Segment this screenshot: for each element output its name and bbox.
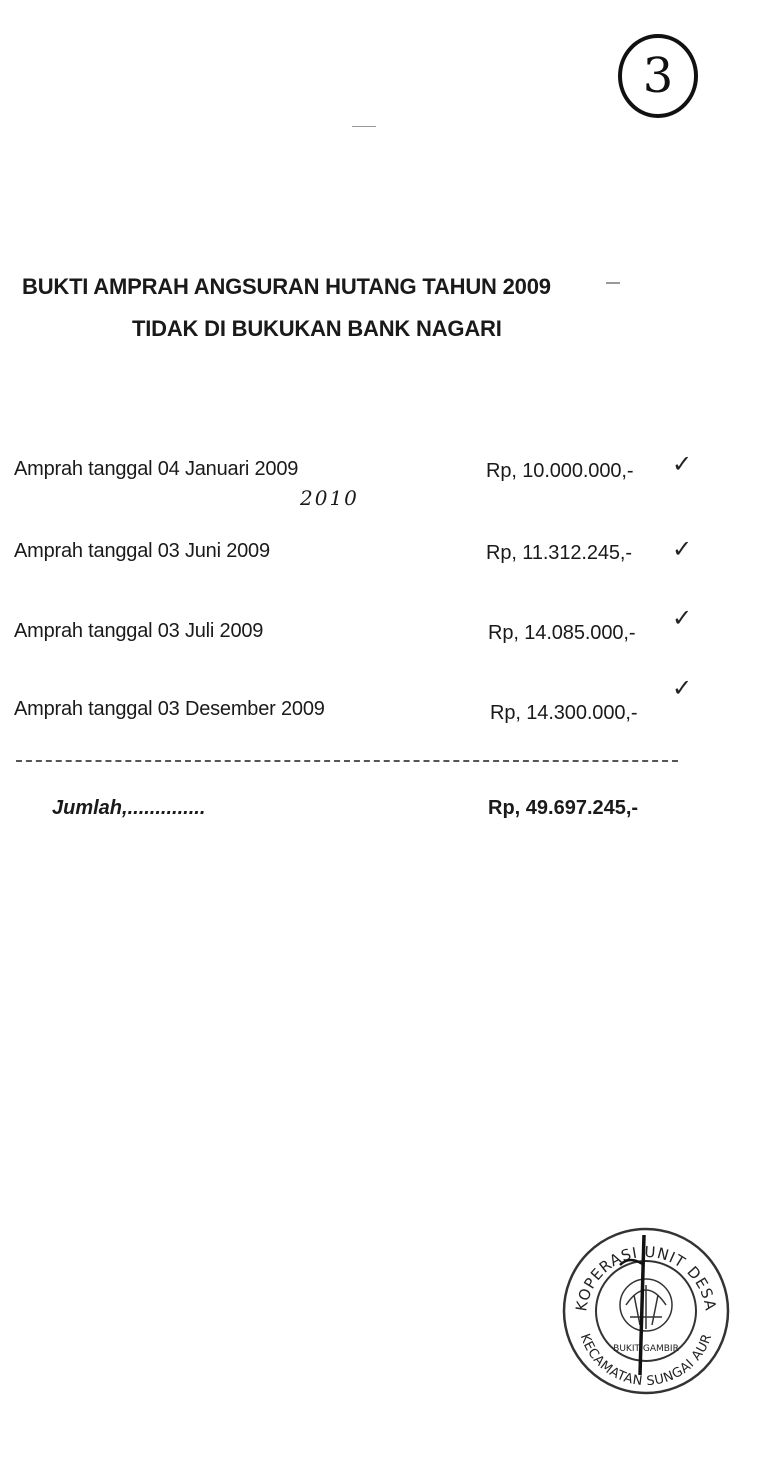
check-mark-icon: ✓ [672, 450, 693, 478]
divider-line [16, 760, 678, 762]
handwritten-correction: 2010 [300, 486, 359, 510]
check-mark-icon: ✓ [672, 604, 693, 632]
row-2-amount: Rp, 11.312.245,- [486, 542, 632, 564]
row-1-label: Amprah tanggal 04 Januari 2009 [14, 458, 299, 480]
check-mark-icon: ✓ [672, 535, 693, 563]
stray-mark [352, 126, 376, 127]
stray-mark [606, 282, 620, 284]
document-subtitle: TIDAK DI BUKUKAN BANK NAGARI [132, 316, 502, 341]
row-4-label: Amprah tanggal 03 Desember 2009 [14, 698, 325, 720]
page-number: 3 [642, 48, 674, 104]
document-title: BUKTI AMPRAH ANGSURAN HUTANG TAHUN 2009 [22, 274, 551, 299]
check-mark-icon: ✓ [672, 674, 693, 702]
row-3-amount: Rp, 14.085.000,- [488, 622, 636, 644]
row-1-amount: Rp, 10.000.000,- [486, 460, 634, 482]
cooperative-stamp [560, 1225, 732, 1397]
stamp-bottom-text: KECAMATAN SUNGAI AUR [576, 1331, 716, 1390]
total-amount: Rp, 49.697.245,- [488, 797, 639, 819]
total-label: Jumlah,.............. [52, 797, 206, 819]
row-4-amount: Rp, 14.300.000,- [490, 702, 638, 724]
stamp-center-text: BUKIT GAMBIR [613, 1344, 679, 1354]
row-3-label: Amprah tanggal 03 Juli 2009 [14, 620, 264, 642]
stamp-top-text: KOPERASI UNIT DESA [572, 1242, 720, 1313]
row-2-label: Amprah tanggal 03 Juni 2009 [14, 540, 270, 562]
page-number-circle [612, 30, 702, 120]
cooperative-emblem-icon [620, 1279, 672, 1331]
